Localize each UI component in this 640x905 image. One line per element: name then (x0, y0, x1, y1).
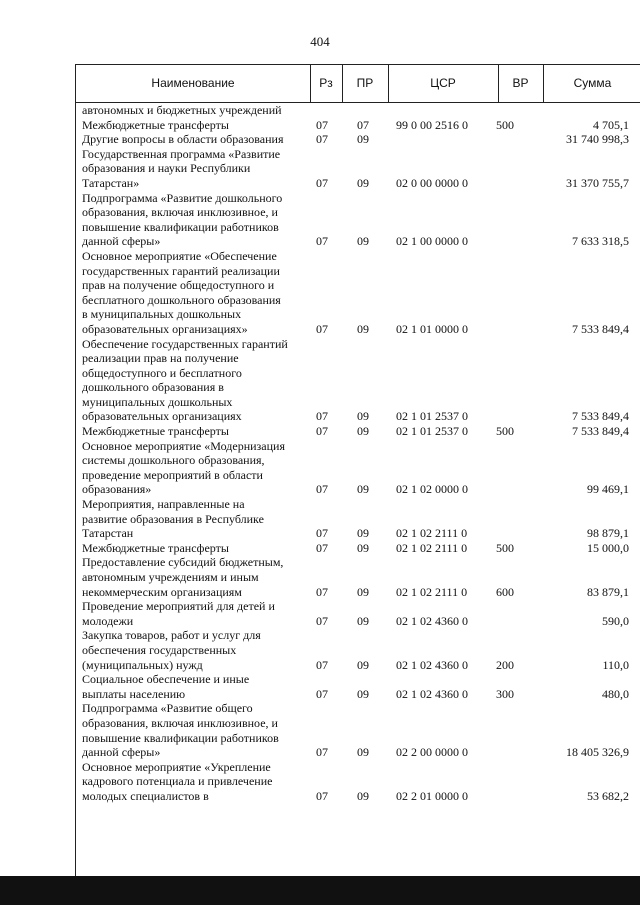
row-sum: 31 370 755,7 (566, 175, 629, 190)
row-name (76, 424, 308, 439)
row-sum: 7 533 849,4 (572, 409, 629, 424)
row-name-line: молодежи (82, 613, 134, 628)
row-vr: 500 (496, 424, 514, 439)
row-name-line: Межбюджетные трансферты (82, 117, 229, 132)
row-vr: 200 (496, 657, 514, 672)
row-csr: 02 1 02 4360 0 (396, 657, 468, 672)
row-name (76, 337, 308, 425)
row-name-line: Проведение мероприятий для детей и (82, 599, 275, 614)
row-pr: 09 (357, 132, 369, 147)
row-name-line: автономным учреждениям и иным (82, 570, 259, 584)
row-sum: 7 533 849,4 (572, 424, 629, 439)
row-name-line: Основное мероприятие «Укрепление (82, 759, 271, 774)
row-sum: 480,0 (602, 686, 629, 701)
row-sum: 31 740 998,3 (566, 132, 629, 147)
row-name-line: (муниципальных) нужд (82, 657, 203, 672)
row-name-line: в муниципальных дошкольных (82, 307, 242, 322)
header-vr: ВР (498, 65, 544, 102)
row-csr: 02 1 02 2111 0 (396, 584, 468, 599)
row-name-line: общедоступного и бесплатного (82, 365, 242, 380)
row-pr: 09 (357, 613, 369, 628)
row-name-line: Основное мероприятие «Обеспечение (82, 248, 277, 263)
row-rz: 07 (316, 409, 328, 424)
row-csr: 02 1 01 2537 0 (396, 424, 468, 439)
row-name-line: образования, включая инклюзивное, и (82, 715, 278, 730)
header-pr: ПР (342, 65, 389, 102)
row-name-line: развитие образования в Республике (82, 511, 264, 526)
row-rz: 07 (316, 175, 328, 190)
table-row (76, 118, 640, 133)
table-row (76, 672, 640, 701)
row-rz: 07 (316, 745, 328, 760)
row-pr: 09 (357, 321, 369, 336)
table-row (76, 439, 640, 497)
row-csr: 02 2 00 0000 0 (396, 745, 468, 760)
row-name (76, 760, 308, 804)
row-name-line: некоммерческим организациям (82, 584, 242, 599)
table-row (76, 249, 640, 337)
row-name-line: образовательных организациях» (82, 321, 248, 336)
row-name-line: кадрового потенциала и привлечение (82, 774, 273, 789)
header-name: Наименование (76, 65, 311, 102)
row-name (76, 439, 308, 497)
row-csr: 02 1 02 2111 0 (396, 540, 468, 555)
row-rz: 07 (316, 540, 328, 555)
row-pr: 09 (357, 584, 369, 599)
row-name-line: обеспечения государственных (82, 642, 237, 657)
row-name-line: автономных и бюджетных учреждений (82, 103, 282, 117)
table-row (76, 147, 640, 191)
header-csr: ЦСР (388, 65, 499, 102)
row-name-line: дошкольного образования в (82, 380, 224, 395)
row-csr: 02 1 01 0000 0 (396, 321, 468, 336)
table-row (76, 701, 640, 759)
row-name (76, 599, 308, 628)
row-rz: 07 (316, 788, 328, 803)
row-name (76, 118, 308, 133)
table-row (76, 132, 640, 147)
row-name-line: образования, включая инклюзивное, и (82, 205, 278, 220)
row-csr: 02 1 02 4360 0 (396, 686, 468, 701)
row-sum: 98 879,1 (587, 526, 629, 541)
row-csr: 02 2 01 0000 0 (396, 788, 468, 803)
row-pr: 07 (357, 117, 369, 132)
row-rz: 07 (316, 234, 328, 249)
row-vr: 600 (496, 584, 514, 599)
row-name (76, 191, 308, 249)
row-name-line: Татарстан» (82, 175, 140, 190)
row-pr: 09 (357, 745, 369, 760)
row-pr: 09 (357, 540, 369, 555)
table-row (76, 628, 640, 672)
table-row (76, 497, 640, 541)
row-csr: 02 1 02 2111 0 (396, 526, 468, 541)
row-name-line: повышение квалификации работников (82, 730, 279, 745)
row-name-line: государственных гарантий реализации (82, 263, 280, 278)
table-body (76, 103, 640, 804)
table-row (76, 555, 640, 599)
row-csr: 02 1 01 2537 0 (396, 409, 468, 424)
row-sum: 15 000,0 (587, 540, 629, 555)
row-rz: 07 (316, 657, 328, 672)
row-name-line: Закупка товаров, работ и услуг для (82, 628, 261, 643)
row-csr: 02 1 00 0000 0 (396, 234, 468, 249)
row-rz: 07 (316, 132, 328, 147)
row-rz: 07 (316, 482, 328, 497)
row-rz: 07 (316, 613, 328, 628)
row-name (76, 249, 308, 337)
row-name-line: выплаты населению (82, 686, 186, 701)
row-csr: 99 0 00 2516 0 (396, 117, 468, 132)
row-name (76, 701, 308, 759)
row-pr: 09 (357, 788, 369, 803)
row-rz: 07 (316, 117, 328, 132)
row-name-line: Предоставление субсидий бюджетным, (82, 555, 284, 570)
row-pr: 09 (357, 175, 369, 190)
row-name (76, 147, 308, 191)
row-name-line: Межбюджетные трансферты (82, 424, 229, 439)
row-name-line: Межбюджетные трансферты (82, 540, 229, 555)
row-sum: 53 682,2 (587, 788, 629, 803)
row-rz: 07 (316, 686, 328, 701)
row-name-line: Государственная программа «Развитие (82, 146, 281, 161)
row-pr: 09 (357, 409, 369, 424)
row-name-line: системы дошкольного образования, (82, 453, 265, 468)
row-sum: 99 469,1 (587, 482, 629, 497)
row-name-line: данной сферы» (82, 745, 161, 760)
row-name-line: данной сферы» (82, 234, 161, 249)
table-row (76, 337, 640, 425)
row-sum: 110,0 (602, 657, 629, 672)
row-rz: 07 (316, 584, 328, 599)
row-name-line: образования и науки Республики (82, 161, 251, 176)
table-header (76, 65, 640, 103)
budget-table (75, 64, 640, 877)
row-name-line: повышение квалификации работников (82, 219, 279, 234)
row-sum: 590,0 (602, 613, 629, 628)
row-name (76, 628, 308, 672)
row-name-line: прав на получение общедоступного и (82, 278, 275, 293)
row-name-line: Мероприятия, направленные на (82, 497, 245, 512)
row-name (76, 541, 308, 556)
table-row (76, 599, 640, 628)
row-sum: 7 633 318,5 (572, 234, 629, 249)
row-vr: 300 (496, 686, 514, 701)
row-vr: 500 (496, 540, 514, 555)
row-name-line: Социальное обеспечение и иные (82, 672, 250, 687)
row-csr: 02 1 02 0000 0 (396, 482, 468, 497)
row-csr: 02 1 02 4360 0 (396, 613, 468, 628)
row-name-line: Подпрограмма «Развитие общего (82, 701, 253, 716)
row-vr: 500 (496, 117, 514, 132)
row-sum: 4 705,1 (593, 117, 629, 132)
row-csr: 02 0 00 0000 0 (396, 175, 468, 190)
row-name-line: Другие вопросы в области образования (82, 132, 284, 147)
row-name (76, 555, 308, 599)
row-name-line: муниципальных дошкольных (82, 394, 233, 409)
table-row (76, 103, 640, 118)
row-name-line: образовательных организациях (82, 409, 242, 424)
row-name-line: реализации прав на получение (82, 351, 239, 366)
header-sum: Сумма (573, 76, 612, 90)
row-sum: 18 405 326,9 (566, 745, 629, 760)
header-rz: Рз (310, 65, 343, 102)
row-sum: 7 533 849,4 (572, 321, 629, 336)
row-name (76, 497, 308, 541)
row-name-line: Татарстан (82, 526, 134, 541)
row-name (76, 132, 308, 147)
row-name (76, 103, 308, 118)
row-rz: 07 (316, 321, 328, 336)
row-rz: 07 (316, 424, 328, 439)
row-name-line: Подпрограмма «Развитие дошкольного (82, 190, 283, 205)
row-pr: 09 (357, 686, 369, 701)
row-pr: 09 (357, 657, 369, 672)
table-row (76, 424, 640, 439)
row-name-line: образования» (82, 482, 152, 497)
table-row (76, 541, 640, 556)
row-pr: 09 (357, 482, 369, 497)
row-name-line: бесплатного дошкольного образования (82, 292, 281, 307)
row-pr: 09 (357, 424, 369, 439)
row-pr: 09 (357, 526, 369, 541)
page-number: 404 (310, 34, 330, 49)
row-name (76, 672, 308, 701)
row-sum: 83 879,1 (587, 584, 629, 599)
row-name-line: Основное мероприятие «Модернизация (82, 438, 285, 453)
row-name-line: Обеспечение государственных гарантий (82, 336, 288, 351)
scan-bottom-band (0, 876, 640, 905)
row-name-line: проведение мероприятий в области (82, 467, 263, 482)
table-row (76, 191, 640, 249)
row-pr: 09 (357, 234, 369, 249)
row-rz: 07 (316, 526, 328, 541)
table-row (76, 760, 640, 804)
row-name-line: молодых специалистов в (82, 788, 209, 803)
